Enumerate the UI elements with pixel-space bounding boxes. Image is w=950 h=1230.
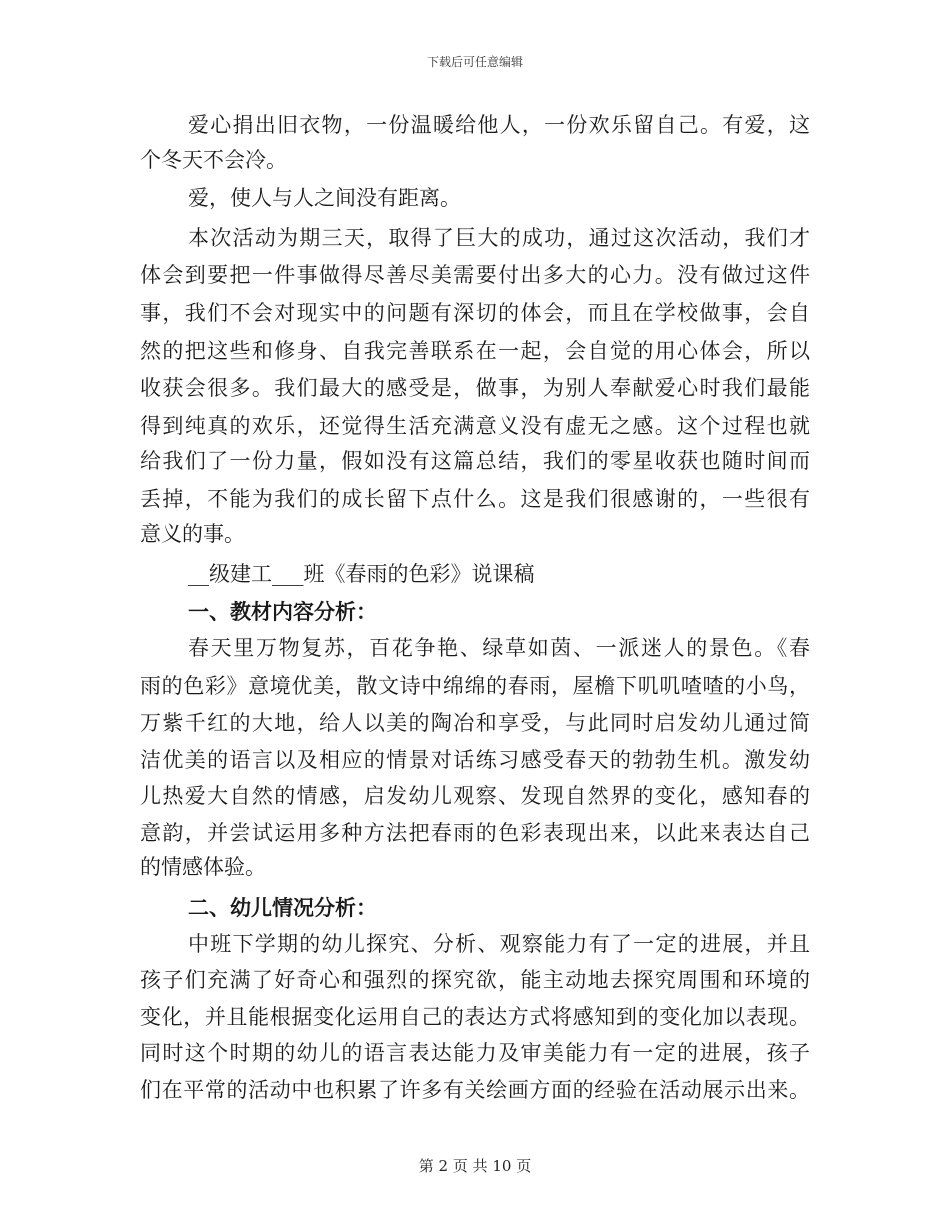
paragraph-line: 体会到要把一件事做得尽善尽美需要付出多大的心力。没有做过这件 — [140, 263, 810, 287]
paragraph-line: 本次活动为期三天，取得了巨大的成功，通过这次活动，我们才 — [188, 226, 810, 250]
paragraph-line: 然的把这些和修身、自我完善联系在一起，会自觉的用心体会，所以 — [140, 339, 810, 363]
paragraph-line: 爱心捐出旧衣物，一份温暖给他人，一份欢乐留自己。有爱，这 — [188, 113, 810, 137]
paragraph-line: 洁优美的语言以及相应的情景对话练习感受春天的勃勃生机。激发幼 — [140, 748, 810, 772]
section-heading: 二、幼儿情况分析： — [188, 895, 377, 920]
paragraph-line: 意义的事。 — [140, 522, 245, 546]
paragraph-line: 得到纯真的欢乐，还觉得生活充满意义没有虚无之感。这个过程也就 — [140, 414, 810, 438]
paragraph-line: 给我们了一份力量，假如没有这篇总结，我们的零星收获也随时间而 — [140, 449, 810, 473]
paragraph-line: 丢掉，不能为我们的成长留下点什么。这是我们很感谢的，一些很有 — [140, 487, 810, 511]
page-header: 下载后可任意编辑 — [426, 55, 523, 69]
paragraph-line: 儿热爱大自然的情感，启发幼儿观察、发现自然界的变化，感知春的 — [140, 784, 810, 808]
paragraph-line: 收获会很多。我们最大的感受是，做事，为别人奉献爱心时我们最能 — [140, 376, 810, 400]
page-number: 第 2 页 共 10 页 — [418, 1157, 532, 1175]
paragraph-line: 的情感体验。 — [140, 855, 266, 879]
paragraph-line: 雨的色彩》意境优美，散文诗中绵绵的春雨，屋檐下叽叽喳喳的小鸟， — [140, 674, 810, 698]
paragraph-line: 春天里万物复苏，百花争艳、绿草如茵、一派迷人的景色。《春 — [188, 636, 810, 660]
paragraph-line: 变化，并且能根据变化运用自己的表达方式将感知到的变化加以表现。 — [140, 1005, 810, 1029]
paragraph-line: 同时这个时期的幼儿的语言表达能力及审美能力有一定的进展，孩子 — [140, 1041, 810, 1065]
paragraph-line: 爱，使人与人之间没有距离。 — [188, 186, 461, 210]
paragraph-line: 们在平常的活动中也积累了许多有关绘画方面的经验在活动展示出来。 — [140, 1078, 810, 1102]
paragraph-line: 中班下学期的幼儿探究、分析、观察能力有了一定的进展，并且 — [188, 932, 810, 956]
paragraph-line: 孩子们充满了好奇心和强烈的探究欲，能主动地去探究周围和环境的 — [140, 968, 810, 992]
paragraph-line: 万紫千红的大地，给人以美的陶冶和享受，与此同时启发幼儿通过简 — [140, 711, 810, 735]
lesson-title: __级建工___班《春雨的色彩》说课稿 — [188, 562, 535, 586]
paragraph-line: 事，我们不会对现实中的问题有深切的体会，而且在学校做事，会自 — [140, 301, 810, 325]
paragraph-line: 意韵，并尝试运用多种方法把春雨的色彩表现出来，以此来表达自己 — [140, 821, 810, 845]
section-heading: 一、教材内容分析： — [188, 599, 377, 624]
paragraph-line: 个冬天不会冷。 — [140, 148, 287, 172]
